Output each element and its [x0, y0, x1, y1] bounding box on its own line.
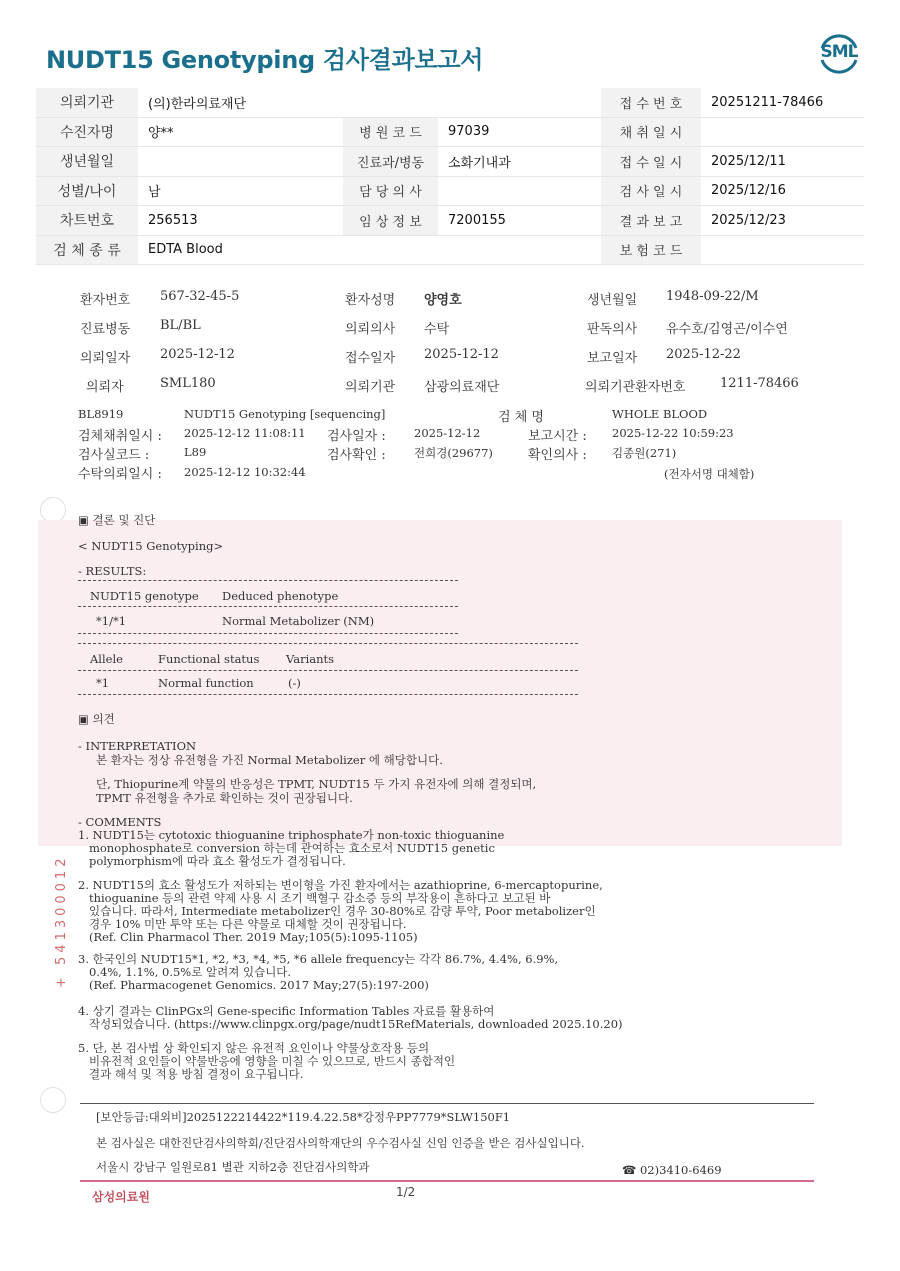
lab-code: L89 [184, 445, 207, 459]
info-label: 임 상 정 보 [343, 206, 438, 236]
req-doctor-label: 의뢰의사 [345, 322, 396, 337]
info-value: 남 [138, 176, 343, 206]
info-value [438, 176, 601, 206]
report-title: NUDT15 Genotyping 검사결과보고서 [46, 46, 484, 74]
allele-value: *1 [96, 676, 110, 690]
col-allele: Allele [90, 652, 123, 666]
req-org: 삼광의료재단 [424, 380, 500, 395]
dob-label: 생년월일 [587, 293, 638, 308]
info-row [36, 176, 864, 206]
labcode-label: 검사실코드 : [78, 448, 150, 463]
req-time-label: 수탁의뢰일시 : [78, 467, 162, 482]
sml-logo [816, 30, 862, 76]
interpretation-line: TPMT 유전형을 추가로 확인하는 것이 권장됩니다. [96, 791, 353, 805]
info-label: 진료과/병동 [343, 147, 438, 177]
comment-item: 3. 한국인의 NUDT15*1, *2, *3, *4, *5, *6 allele frequency는 각각 86.7%, 4.4%, 6.9%, 0.4%, 1.1%, 0.5%로 알려져 있습니다. (Ref. Pharmacogenet Genomics. 2017 May;27(5):197-200) [78, 952, 559, 992]
report-time: 2025-12-22 10:59:23 [612, 426, 734, 440]
esign-note: (전자서명 대체함) [664, 467, 755, 481]
requester-label: 의뢰자 [86, 380, 124, 395]
info-label [343, 235, 438, 265]
org-patient-no-label: 의뢰기관환자번호 [585, 380, 686, 395]
reading-doctor: 유수호/김영곤/이수연 [666, 322, 788, 337]
info-label: 보 험 코 드 [601, 235, 701, 265]
reading-doctor-label: 판독의사 [587, 322, 638, 337]
info-row [36, 206, 864, 236]
testdate-label: 검사일자 : [327, 429, 386, 444]
info-value: 97039 [438, 117, 601, 147]
dob: 1948-09-22/M [666, 289, 759, 304]
interpretation-line: 본 환자는 정상 유전형을 가진 Normal Metabolizer 에 해당합니다. [96, 753, 443, 767]
org-patient-no: 1211-78466 [720, 376, 799, 391]
info-value: 7200155 [438, 206, 601, 236]
patient-no-label: 환자번호 [80, 293, 131, 308]
info-value: 2025/12/23 [701, 206, 864, 236]
col-variants: Variants [286, 652, 335, 666]
info-value [138, 147, 343, 177]
comment-item: 1. NUDT15는 cytotoxic thioguanine triphosphate가 non-toxic thioguanine monophosphate로 conversion 하는데 관여하는 효소로서 NUDT15 genetic polymorphism에 따라 효소 활성도가 결정됩니다. [78, 828, 505, 868]
specimen: WHOLE BLOOD [612, 407, 708, 421]
comments-label: - COMMENTS [78, 815, 162, 829]
barcode-number: + 541300012 [54, 854, 69, 988]
requester: SML180 [160, 376, 216, 391]
info-value: 양** [138, 117, 343, 147]
col-status: Functional status [158, 652, 260, 666]
ward-label: 진료병동 [80, 322, 131, 337]
results-label: - RESULTS: [78, 564, 147, 578]
info-label: 성별/나이 [36, 176, 138, 206]
cert-line: 본 검사실은 대한진단검사의학회/진단검사의학재단의 우수검사실 신임 인증을 받은 검사실입니다. [96, 1136, 585, 1150]
patient-no: 567-32-45-5 [160, 289, 240, 304]
divider [78, 633, 458, 634]
info-label: 담 당 의 사 [343, 176, 438, 206]
info-value [438, 88, 601, 117]
info-value: 256513 [138, 206, 343, 236]
info-label: 차트번호 [36, 206, 138, 236]
phenotype-value: Normal Metabolizer (NM) [222, 614, 375, 628]
phone-line: ☎ 02)3410-6469 [622, 1163, 722, 1177]
confirm-by: 전희경(29677) [414, 446, 493, 460]
info-label: 접 수 번 호 [601, 88, 701, 117]
info-label: 검 사 일 시 [601, 176, 701, 206]
section-conclusion: ▣ 결론 및 진단 [78, 513, 156, 527]
patient-name: 양영호 [424, 293, 462, 308]
interpretation-line: 단, Thiopurine계 약물의 반응성은 TPMT, NUDT15 두 가지 유전자에 의해 결정되며, [96, 777, 537, 791]
info-label: 생년월일 [36, 147, 138, 177]
page-number: 1/2 [396, 1185, 416, 1199]
recv-date: 2025-12-12 [424, 347, 499, 362]
ward: BL/BL [160, 318, 201, 333]
info-label [343, 88, 438, 117]
footer-rule-pink [80, 1180, 814, 1182]
reporttime-label: 보고시간 : [528, 429, 587, 444]
info-value: (의)한라의료재단 [138, 88, 343, 117]
footer-brand: 삼성의료원 [92, 1190, 150, 1204]
test-date: 2025-12-12 [414, 426, 481, 440]
divider [78, 606, 458, 607]
req-org-label: 의뢰기관 [345, 380, 396, 395]
info-value: EDTA Blood [138, 235, 343, 265]
genotype-value: *1/*1 [96, 614, 127, 628]
col-genotype: NUDT15 genotype [90, 589, 199, 603]
recv-date-label: 접수일자 [345, 351, 396, 366]
section-opinion: ▣ 의견 [78, 712, 115, 726]
info-row [36, 147, 864, 177]
divider [78, 580, 458, 581]
info-value [438, 235, 601, 265]
req-date: 2025-12-12 [160, 347, 235, 362]
report-date: 2025-12-22 [666, 347, 741, 362]
comment-item: 2. NUDT15의 효소 활성도가 저하되는 변이형을 가진 환자에서는 azathioprine, 6-mercaptopurine, thioguanine 등의 관련 약제 사용 시 조기 백혈구 감소증 등의 부작용이 흔하다고 보고된 바 있습니다. 따라서, Intermediate metabolizer인 경우 30-80%로 감량 투약, Poor metabolizer인 경우 10% 미만 투약 또는 다른 약물로 대체할 것이 권장됩니다. (Ref. Clin Pharmacol Ther. 2019 May;105(5):1095-1105) [78, 878, 603, 944]
comment-item: 5. 단, 본 검사법 상 확인되지 않은 유전적 요인이나 약물상호작용 등의 비유전적 요인들이 약물반응에 영향을 미칠 수 있으므로, 반드시 종합적인 결과 해석 및 적용 방침 결정이 요구됩니다. [78, 1041, 456, 1081]
info-row [36, 235, 864, 265]
divider [78, 643, 578, 644]
info-value [701, 235, 864, 265]
info-label: 결 과 보 고 [601, 206, 701, 236]
info-value: 소화기내과 [438, 147, 601, 177]
col-phenotype: Deduced phenotype [222, 589, 339, 603]
status-value: Normal function [158, 676, 254, 690]
security-line: [보안등급:대외비]2025122214422*119.4.22.58*강정우PP7779*SLW150F1 [96, 1110, 511, 1124]
info-label: 의뢰기관 [36, 88, 138, 117]
info-label: 검 체 종 류 [36, 235, 138, 265]
collect-time: 2025-12-12 11:08:11 [184, 426, 306, 440]
report-date-label: 보고일자 [587, 351, 638, 366]
info-table [36, 88, 864, 265]
results-subtitle: < NUDT15 Genotyping> [78, 539, 224, 553]
comment-item: 4. 상기 결과는 ClinPGx의 Gene-specific Information Tables 자료를 활용하여 작성되었습니다. (https://www.clinpgx.org/page/nudt15RefMaterials, downloaded 2025.10.20) [78, 1004, 623, 1031]
collect-label: 검체채취일시 : [78, 429, 162, 444]
variants-value: (-) [288, 676, 301, 690]
divider [78, 670, 578, 671]
patient-name-label: 환자성명 [345, 293, 396, 308]
info-label: 접 수 일 시 [601, 147, 701, 177]
info-label: 수진자명 [36, 117, 138, 147]
specimen-label: 검 체 명 [498, 410, 544, 425]
doctor-label: 확인의사 : [528, 448, 587, 463]
logo-text: SML [820, 42, 858, 62]
info-row [36, 117, 864, 147]
req-date-label: 의뢰일자 [80, 351, 131, 366]
punch-hole [40, 1087, 66, 1113]
footer-rule [80, 1103, 814, 1104]
interpretation-label: - INTERPRETATION [78, 739, 197, 753]
info-row [36, 88, 864, 117]
info-value [701, 117, 864, 147]
req-time: 2025-12-12 10:32:44 [184, 465, 306, 479]
info-value: 2025/12/16 [701, 176, 864, 206]
info-label: 병 원 코 드 [343, 117, 438, 147]
address-line: 서울시 강남구 일원로81 별관 지하2층 진단검사의학과 [96, 1160, 370, 1174]
confirm-label: 검사확인 : [327, 448, 386, 463]
test-name: NUDT15 Genotyping [sequencing] [184, 407, 386, 421]
info-value: 20251211-78466 [701, 88, 864, 117]
confirm-doctor: 김종원(271) [612, 446, 677, 460]
divider [78, 694, 578, 695]
info-value: 2025/12/11 [701, 147, 864, 177]
info-label: 채 취 일 시 [601, 117, 701, 147]
test-code: BL8919 [78, 407, 124, 421]
req-doctor: 수탁 [424, 322, 450, 337]
